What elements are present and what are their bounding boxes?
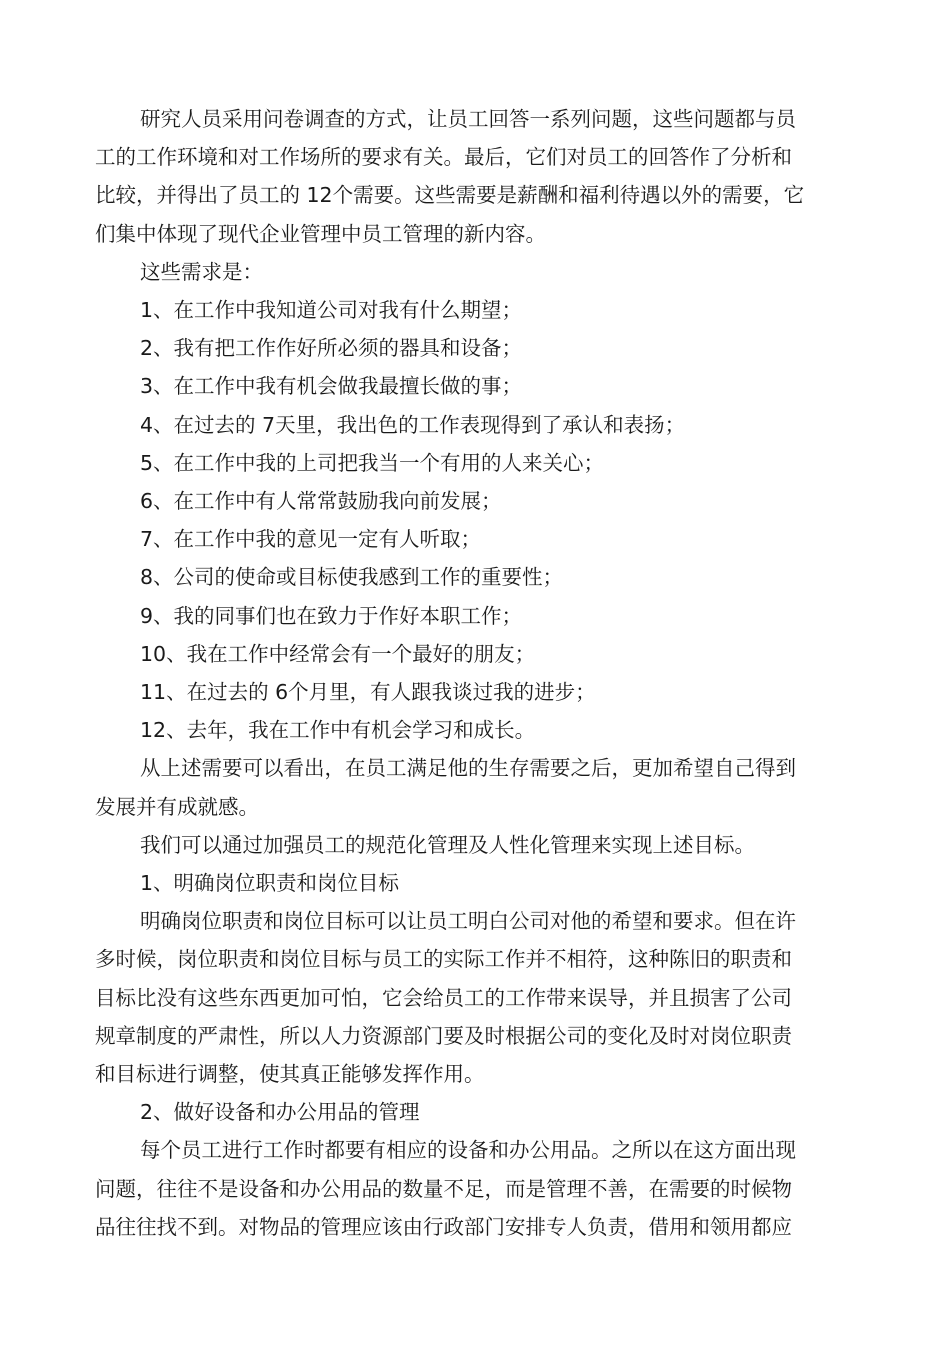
text-line: 多时候，岗位职责和岗位目标与员工的实际工作并不相符，这种陈旧的职责和 [95, 947, 792, 972]
text-line: 12、去年，我在工作中有机会学习和成长。 [140, 718, 536, 743]
paragraph [95, 253, 825, 291]
paragraph [95, 291, 825, 329]
text-line: 我们可以通过加强员工的规范化管理及人性化管理来实现上述目标。 [140, 832, 755, 857]
paragraph [95, 711, 825, 749]
paragraph [95, 902, 825, 1093]
text-line: 研究人员采用问卷调查的方式，让员工回答一系列问题，这些问题都与员 [140, 107, 796, 131]
text-line: 6、在工作中有人常常鼓励我向前发展； [140, 489, 502, 514]
paragraph [95, 329, 825, 367]
text-line: 工的工作环境和对工作场所的要求有关。最后，它们对员工的回答作了分析和 [95, 145, 792, 170]
text-line: 1、明确岗位职责和岗位目标 [140, 871, 400, 896]
text-line: 明确岗位职责和岗位目标可以让员工明白公司对他的希望和要求。但在许 [140, 909, 796, 934]
text-line: 4、在过去的 7天里，我出色的工作表现得到了承认和表扬； [140, 412, 686, 437]
paragraph [95, 673, 825, 711]
text-line: 目标比没有这些东西更加可怕，它会给员工的工作带来误导，并且损害了公司 [95, 985, 792, 1010]
paragraph [95, 826, 825, 864]
paragraph [95, 520, 825, 558]
text-line: 1、在工作中我知道公司对我有什么期望； [140, 298, 523, 323]
text-line: 10、我在工作中经常会有一个最好的朋友； [140, 641, 536, 666]
text-line: 问题，往往不是设备和办公用品的数量不足，而是管理不善，在需要的时候物 [95, 1176, 792, 1201]
paragraph [95, 558, 825, 596]
text-line: 2、我有把工作作好所必须的器具和设备； [140, 336, 523, 361]
text-line: 2、做好设备和办公用品的管理 [140, 1100, 420, 1125]
text-line: 规章制度的严肃性，所以人力资源部门要及时根据公司的变化及时对岗位职责 [95, 1023, 792, 1048]
paragraph [95, 406, 825, 444]
text-line: 8、公司的使命或目标使我感到工作的重要性； [140, 565, 564, 590]
paragraph [95, 444, 825, 482]
paragraph [95, 482, 825, 520]
document-body [95, 100, 825, 1246]
text-line: 品往往找不到。对物品的管理应该由行政部门安排专人负责，借用和领用都应 [95, 1214, 792, 1239]
text-line: 11、在过去的 6个月里，有人跟我谈过我的进步； [140, 680, 596, 705]
paragraph [95, 1131, 825, 1246]
text-line: 9、我的同事们也在致力于作好本职工作； [140, 603, 523, 628]
text-line: 每个员工进行工作时都要有相应的设备和办公用品。之所以在这方面出现 [140, 1138, 796, 1163]
text-line: 3、在工作中我有机会做我最擅长做的事； [140, 374, 523, 399]
paragraph [95, 367, 825, 405]
paragraph [95, 749, 825, 825]
text-line: 和目标进行调整，使其真正能够发挥作用。 [95, 1062, 485, 1087]
paragraph [95, 597, 825, 635]
text-line: 发展并有成就感。 [95, 794, 259, 819]
paragraph [95, 864, 825, 902]
text-line: 这些需求是： [140, 259, 263, 284]
paragraph [95, 1093, 825, 1131]
paragraph [95, 635, 825, 673]
text-line: 5、在工作中我的上司把我当一个有用的人来关心； [140, 450, 605, 475]
paragraph [95, 100, 825, 253]
text-line: 7、在工作中我的意见一定有人听取； [140, 527, 482, 552]
text-line: 们集中体现了现代企业管理中员工管理的新内容。 [95, 221, 546, 246]
text-line: 从上述需要可以看出，在员工满足他的生存需要之后，更加希望自己得到 [140, 756, 796, 781]
text-line: 比较，并得出了员工的 12个需要。这些需要是薪酬和福利待遇以外的需要，它 [95, 183, 805, 208]
